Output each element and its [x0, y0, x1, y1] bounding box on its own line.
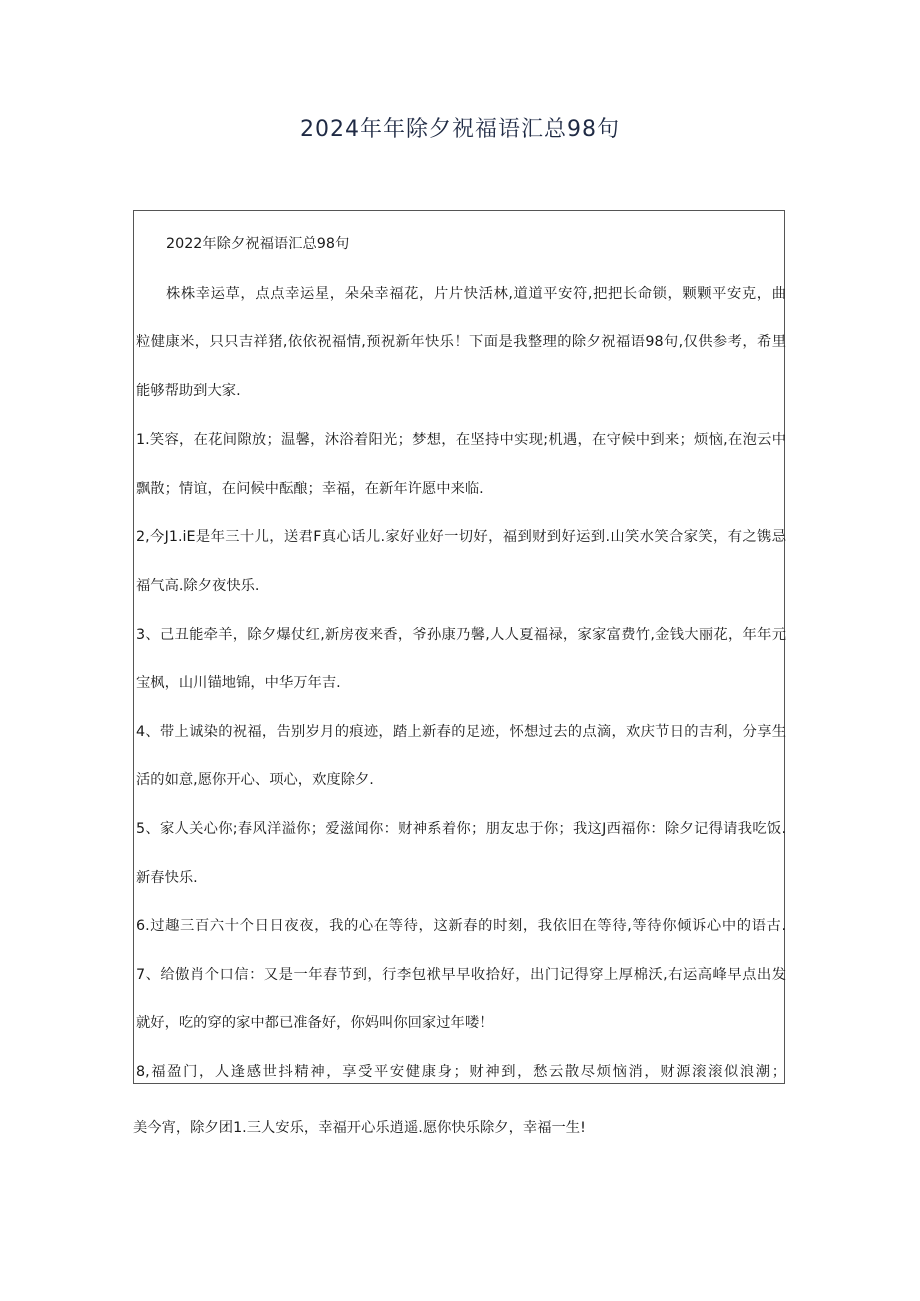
- greeting-line: 7、给傲肖个口信：又是一年春节到，行李包袱早早收拾好，出门记得穿上厚棉沃,右运高峰早点出发: [136, 967, 786, 983]
- greeting-line: 5、家人关心你;春风洋溢你；爱滋闻你：财神系着你；朋友忠于你；我这J西福你：除夕记得请我吃饭.: [136, 821, 786, 837]
- greeting-line: 新春快乐.: [136, 870, 198, 886]
- greeting-line: 宝枫，山川锚地锦，中华万年吉.: [136, 675, 341, 691]
- box-subtitle: 2022年除夕祝福语汇总98句: [166, 236, 350, 252]
- greeting-line: 3、己丑能牵羊，除夕爆仗红,新房夜来香，爷孙康乃馨,人人夏福禄，家家富费竹,金钱大丽花，年年元: [136, 627, 786, 643]
- greeting-line: 福气高.除夕夜快乐.: [136, 578, 260, 594]
- after-box-line: 美今宵，除夕团1.三人安乐，幸福开心乐逍遥.愿你快乐除夕，幸福一生!: [133, 1120, 586, 1136]
- intro-line: 株株幸运草，点点幸运星，朵朵幸福花，片片快活林,道道平安符,把把长命锁，颗颗平安克，曲: [166, 286, 786, 302]
- greeting-line: 8,福盈门，人逢感世抖精神，享受平安健康身；财神到，愁云散尽烦恼消，财源滚滚似浪潮；: [136, 1064, 786, 1080]
- intro-line: 能够帮助到大家.: [136, 383, 241, 399]
- greeting-line: 2,今J1.iE是年三十儿，送君F真心话儿.家好业好一切好，福到财到好运到.山笑水笑合家笑，有之镌忌: [136, 529, 786, 545]
- greeting-line: 1.笑容，在花间隙放；温馨，沐浴着阳光；梦想，在坚持中实现;机遇，在守候中到来；烦恼,在泡云中: [136, 432, 786, 448]
- intro-line: 粒健康米，只只吉祥猪,依依祝福情,预祝新年快乐！下面是我整理的除夕祝福语98句,仅供参考，希里: [136, 334, 786, 350]
- document-title: 2024年年除夕祝福语汇总98句: [300, 117, 620, 142]
- greeting-line: 4、带上诚染的祝福，告别岁月的痕迹，踏上新春的足迹，怀想过去的点滴，欢庆节日的吉利，分享生: [136, 724, 786, 740]
- greeting-line: 活的如意,愿你开心、项心，欢度除夕.: [136, 772, 374, 788]
- greeting-line: 就好，吃的穿的家中都已准备好，你妈叫你回家过年喽！: [136, 1015, 494, 1031]
- greeting-line: 6.过趣三百六十个日日夜夜，我的心在等待，这新春的时刻，我依旧在等待,等待你倾诉心中的语古.: [136, 918, 786, 934]
- greeting-line: 飘散；情谊，在问候中酝酿；幸福，在新年许愿中来临.: [136, 481, 484, 497]
